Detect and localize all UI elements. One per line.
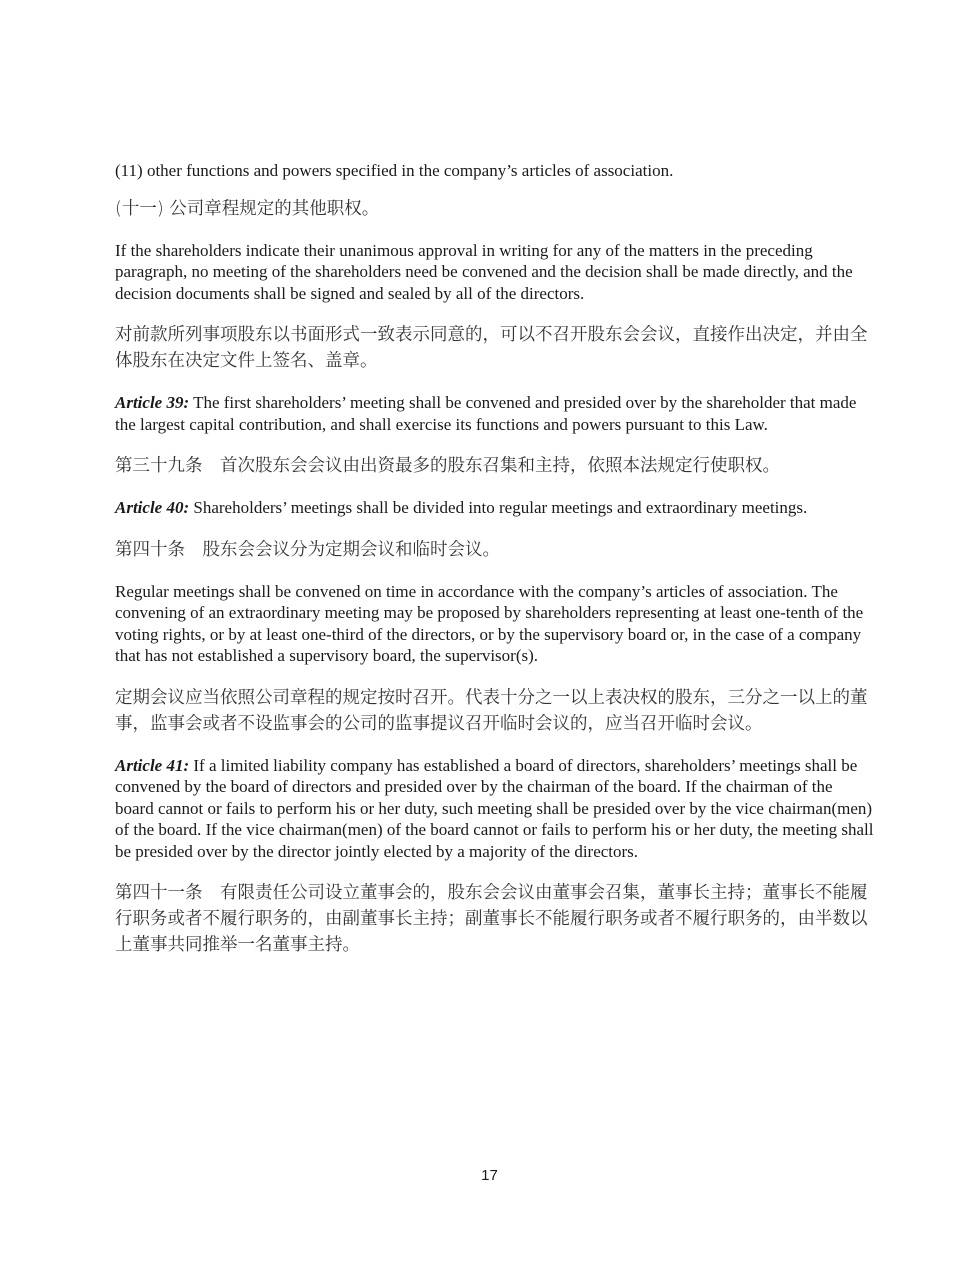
unanimous-approval-en: If the shareholders indicate their unanimous approval in writing for any of the matters in the preceding paragraph, no meeting of the shareholders need be convened and the decision shall be made directly, and the decision documents shall be signed and sealed by all of the directors.: [115, 240, 853, 303]
article-40-zh: 第四十条 股东会会议分为定期会议和临时会议。: [115, 539, 500, 560]
article-39-text: The first shareholders’ meeting shall be convened and presided over by the shareholder that made the largest capital contribution, and shall exercise its functions and powers pursuant to this Law.: [115, 393, 857, 434]
item-11-zh: (十一) 公司章程规定的其他职权。: [115, 198, 380, 219]
regular-meetings-en: Regular meetings shall be convened on time in accordance with the company’s articles of association. The convening of an extraordinary meeting may be proposed by shareholders representing at least one-tenth of the voting rights, or by at least one-third of the directors, or by the supervisory board or, in the case of a company that has not established a supervisory board, the supervisor(s).: [115, 581, 864, 665]
article-40-text: Shareholders’ meetings shall be divided into regular meetings and extraordinary meetings.: [189, 498, 808, 517]
article-40-label: Article 40:: [115, 498, 190, 517]
article-41-en: [115, 755, 875, 863]
regular-meetings-zh: 定期会议应当依照公司章程的规定按时召开。代表十分之一以上表决权的股东，三分之一以上的董事，监事会或者不设监事会的公司的监事提议召开临时会议的，应当召开临时会议。: [115, 687, 868, 734]
unanimous-approval-zh: 对前款所列事项股东以书面形式一致表示同意的，可以不召开股东会会议，直接作出决定，并由全体股东在决定文件上签名、盖章。: [115, 325, 868, 371]
article-40-en: [115, 497, 875, 519]
page-number: 17: [481, 1167, 498, 1184]
article-41-zh: 第四十一条 有限责任公司设立董事会的，股东会会议由董事会召集，董事长主持；董事长不能履行职务或者不履行职务的，由副董事长主持；副董事长不能履行职务或者不履行职务的，由半数以上董事共同推举一名董事主持。: [115, 883, 868, 955]
article-39-label: Article 39:: [115, 393, 190, 412]
article-41-label: Article 41:: [115, 755, 190, 775]
article-39-zh: 第三十九条 首次股东会会议由出资最多的股东召集和主持，依照本法规定行使职权。: [115, 456, 780, 476]
article-41-text: If a limited liability company has established a board of directors, shareholders’ meetings shall be convened by the board of directors and presided over by the chairman of the board. If the chairman of the board cannot or fails to perform his or her duty, such meeting shall be presided over by the vice chairman(men) of the board. If the vice chairman(men) of the board cannot or fails to perform his or her duty, the meeting shall be presided over by the director jointly elected by a majority of the directors.: [115, 755, 874, 861]
page-body: [115, 160, 875, 958]
article-39-en: [115, 392, 875, 435]
item-11-en: (11) other functions and powers specified in the company’s articles of association.: [115, 161, 674, 180]
